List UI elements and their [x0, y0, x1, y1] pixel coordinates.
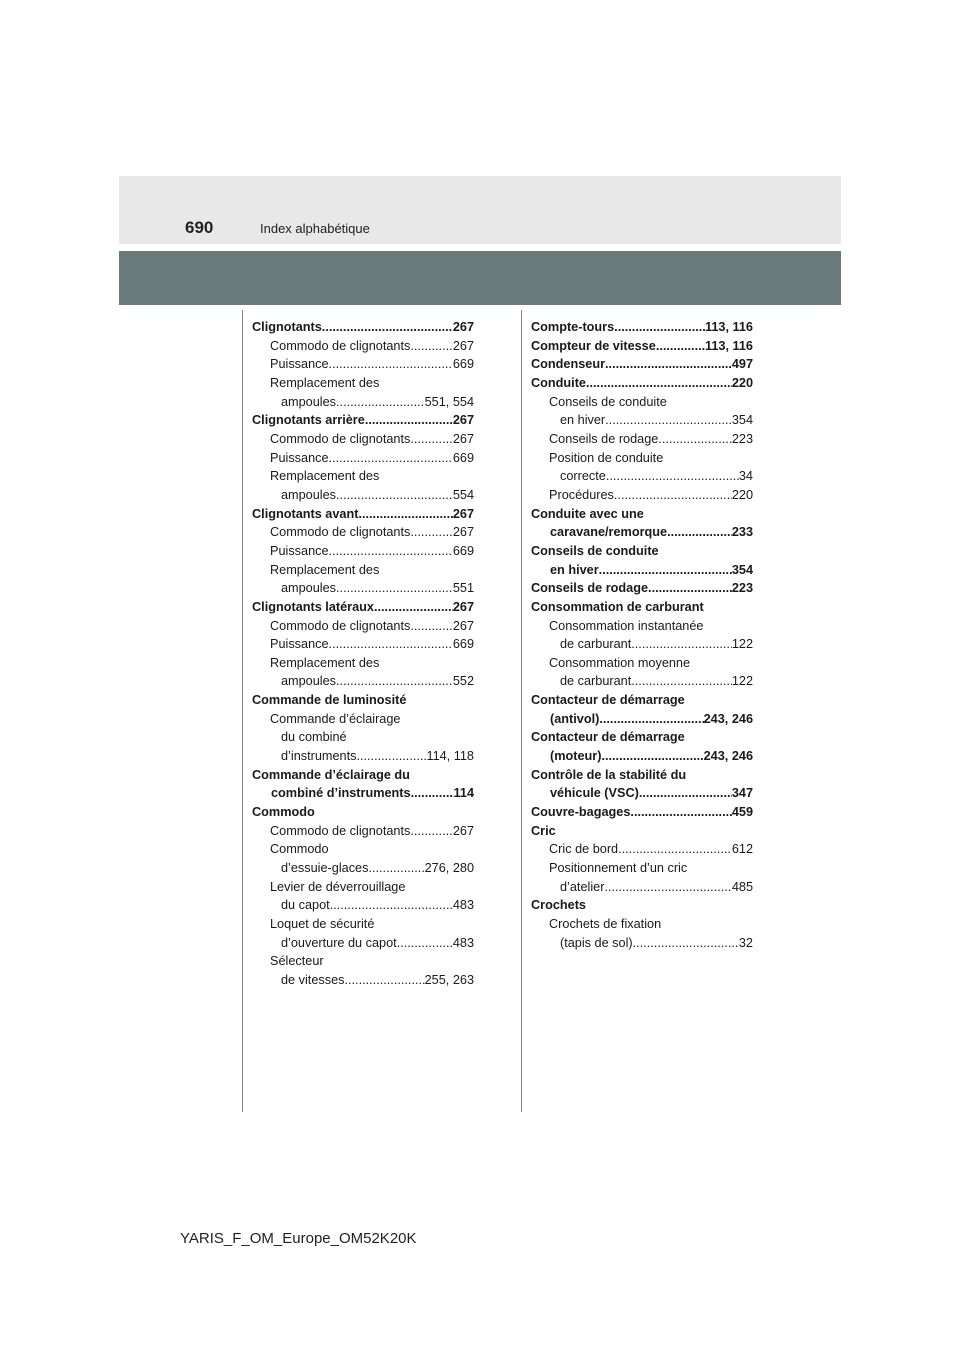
index-entry-term: Contacteur de démarrage [531, 693, 685, 708]
index-entry-page: 267 [452, 823, 474, 838]
index-entry [531, 598, 753, 617]
index-entry-term: Commodo de clignotants [270, 823, 411, 838]
index-entry-page: 114, 118 [426, 749, 474, 764]
dot-leader [397, 934, 453, 953]
index-entry-term: ampoules [281, 394, 337, 409]
index-entry-page: 267 [452, 599, 474, 614]
index-entry-page: 267 [452, 506, 474, 521]
index-entry-term: d’ouverture du capot [281, 935, 397, 950]
dot-leader [410, 617, 452, 636]
index-entry [252, 542, 474, 561]
index-column-left [252, 318, 474, 990]
index-entry-page: 220 [731, 375, 753, 390]
index-entry [252, 411, 474, 430]
index-entry [531, 915, 753, 934]
index-entry-term: ampoules [281, 581, 337, 596]
index-entry-term: Levier de déverrouillage [270, 879, 406, 894]
index-entry-page: 554 [452, 487, 474, 502]
index-entry [252, 337, 474, 356]
index-entry [252, 617, 474, 636]
index-entry-term: Couvre-bagages [531, 805, 631, 820]
index-entry-page: 243, 246 [703, 711, 753, 726]
index-entry [531, 691, 753, 710]
index-entry-term: Commodo de clignotants [270, 431, 411, 446]
index-entry-term: Conduite avec une [531, 506, 644, 521]
index-entry-term: Crochets de fixation [549, 917, 662, 931]
index-entry-term: en hiver [550, 562, 599, 577]
index-entry-page: 32 [738, 935, 753, 950]
index-entry [252, 393, 474, 412]
index-entry [531, 579, 753, 598]
index-entry-term: Consommation instantanée [549, 618, 704, 633]
dot-leader [356, 747, 426, 766]
dot-leader [605, 355, 732, 374]
index-entry-term: Conseils de conduite [531, 543, 659, 558]
index-entry [252, 449, 474, 468]
index-entry-page: 483 [452, 935, 474, 950]
index-entry-term: Remplacement des [270, 469, 380, 484]
index-entry-page: 485 [731, 879, 753, 894]
index-entry [252, 915, 474, 934]
index-entry-term: Commande d’éclairage du [252, 767, 410, 782]
index-entry-term: de carburant [560, 637, 632, 652]
index-entry-term: Consommation de carburant [531, 599, 704, 614]
index-entry [252, 561, 474, 580]
index-entry-term: Commodo de clignotants [270, 618, 411, 633]
index-entry-page: 267 [452, 618, 474, 633]
index-entry-term: Commodo [252, 805, 315, 820]
index-entry-page: 267 [452, 320, 474, 334]
index-entry-term: (tapis de sol) [560, 935, 633, 950]
index-entry [531, 374, 753, 393]
index-entry-term: Conseils de rodage [549, 431, 659, 446]
index-entry-page: 122 [731, 674, 753, 689]
dot-leader [329, 355, 453, 374]
index-entry-page: 255, 263 [424, 972, 474, 987]
index-entry [531, 318, 753, 337]
dot-leader [330, 896, 453, 915]
index-entry [252, 896, 474, 915]
index-entry [252, 766, 474, 785]
index-entry [252, 355, 474, 374]
index-entry [252, 523, 474, 542]
index-entry [531, 449, 753, 468]
index-entry-page: 552 [452, 674, 474, 689]
dot-leader [322, 318, 453, 337]
index-entry [252, 878, 474, 897]
dot-leader [586, 374, 732, 393]
index-entry [252, 784, 474, 803]
index-entry [531, 635, 753, 654]
index-entry [531, 393, 753, 412]
page-number: 690 [185, 218, 214, 237]
index-entry-page: 612 [731, 842, 753, 857]
index-entry [252, 934, 474, 953]
dot-leader [604, 878, 731, 897]
index-entry [252, 598, 474, 617]
index-entry-page: 354 [731, 562, 753, 577]
index-entry-term: Compte-tours [531, 320, 615, 334]
dot-leader [336, 579, 453, 598]
dot-leader [631, 672, 732, 691]
index-entry [531, 728, 753, 747]
index-entry [531, 561, 753, 580]
index-entry [531, 523, 753, 542]
dot-leader [631, 635, 732, 654]
index-entry-page: 34 [738, 469, 753, 484]
index-entry-term: Contacteur de démarrage [531, 730, 685, 745]
index-entry-page: 113, 116 [705, 338, 753, 353]
dot-leader [368, 859, 424, 878]
dot-leader [365, 411, 453, 430]
index-entry-term: Remplacement des [270, 562, 380, 577]
index-entry-term: Position de conduite [549, 450, 664, 465]
index-entry [252, 505, 474, 524]
dot-leader [618, 840, 732, 859]
index-entry [531, 896, 753, 915]
index-entry-page: 267 [452, 338, 474, 353]
index-entry-term: Cric [531, 823, 556, 838]
index-entry-term: (antivol) [550, 711, 600, 726]
index-entry [252, 747, 474, 766]
index-entry-term: Consommation moyenne [549, 655, 691, 670]
dot-leader [336, 672, 453, 691]
dot-leader [599, 561, 732, 580]
section-title: Index alphabétique [260, 221, 370, 236]
index-entry-term: Clignotants avant [252, 506, 359, 521]
index-entry [531, 654, 753, 673]
index-entry-page: 243, 246 [703, 749, 753, 764]
document-code: YARIS_F_OM_Europe_OM52K20K [180, 1230, 417, 1247]
dot-leader [648, 579, 732, 598]
index-entry-term: Clignotants latéraux [252, 599, 374, 614]
index-entry-term: caravane/remorque [550, 525, 668, 540]
dot-leader [599, 710, 703, 729]
index-entry-term: de vitesses [281, 972, 345, 987]
index-entry-term: Puissance [270, 637, 329, 652]
dot-leader [656, 337, 705, 356]
index-entry [252, 635, 474, 654]
dot-leader [329, 542, 453, 561]
dot-leader [639, 784, 732, 803]
index-entry-page: 267 [452, 431, 474, 446]
index-entry [252, 672, 474, 691]
index-entry-page: 122 [731, 637, 753, 652]
index-entry [252, 486, 474, 505]
index-entry [531, 542, 753, 561]
column-divider-right [521, 310, 522, 1112]
index-entry-term: correcte [560, 469, 606, 484]
index-entry [531, 747, 753, 766]
section-banner [119, 251, 841, 305]
dot-leader [410, 822, 452, 841]
dot-leader [344, 971, 424, 990]
index-entry [252, 430, 474, 449]
index-entry-term: Remplacement des [270, 655, 380, 670]
index-entry-page: 669 [452, 637, 474, 652]
index-entry-term: d’essuie-glaces [281, 861, 369, 876]
dot-leader [410, 430, 452, 449]
dot-leader [410, 337, 452, 356]
index-entry-page: 669 [452, 450, 474, 465]
index-entry [252, 374, 474, 393]
index-entry-page: 267 [452, 413, 474, 428]
index-entry [531, 766, 753, 785]
index-entry-term: Commande d’éclairage [270, 711, 401, 726]
index-entry-term: Remplacement des [270, 375, 380, 390]
index-entry-term: Puissance [270, 543, 329, 558]
index-entry-term: du capot [281, 898, 330, 913]
index-entry [531, 617, 753, 636]
index-entry-term: véhicule (VSC) [550, 786, 639, 801]
dot-leader [336, 486, 453, 505]
column-divider-left [242, 310, 243, 1112]
dot-leader [358, 505, 452, 524]
index-entry-term: Cric de bord [549, 842, 619, 857]
index-entry-term: ampoules [281, 674, 337, 689]
dot-leader [411, 784, 454, 803]
index-entry-page: 233 [731, 525, 753, 540]
dot-leader [614, 486, 732, 505]
index-entry [531, 784, 753, 803]
index-entry [252, 728, 474, 747]
index-entry-term: Commodo de clignotants [270, 525, 411, 540]
index-entry-term: ampoules [281, 487, 337, 502]
index-entry [531, 710, 753, 729]
dot-leader [410, 523, 452, 542]
index-entry-term: (moteur) [550, 749, 602, 764]
index-entry-term: combiné d’instruments [271, 786, 411, 801]
index-entry [252, 840, 474, 859]
dot-leader [630, 803, 731, 822]
index-entry [252, 654, 474, 673]
index-entry [531, 822, 753, 841]
index-entry [252, 579, 474, 598]
index-entry-page: 459 [731, 805, 753, 820]
index-entry [531, 840, 753, 859]
index-entry [252, 952, 474, 971]
index-entry-page: 551, 554 [424, 394, 474, 409]
index-entry-term: Procédures [549, 487, 614, 502]
index-entry [531, 467, 753, 486]
index-entry-page: 551 [452, 581, 474, 596]
index-entry-page: 114 [453, 786, 474, 801]
dot-leader [606, 467, 739, 486]
index-entry [252, 710, 474, 729]
index-entry-term: d’instruments [281, 749, 357, 764]
index-entry-page: 276, 280 [424, 861, 474, 876]
index-column-right [531, 318, 753, 952]
index-entry-page: 267 [452, 525, 474, 540]
index-entry-term: de carburant [560, 674, 632, 689]
index-entry-term: Commodo [270, 842, 329, 857]
index-entry [252, 803, 474, 822]
index-entry-page: 669 [452, 543, 474, 558]
index-entry [252, 822, 474, 841]
dot-leader [614, 318, 705, 337]
index-entry [531, 411, 753, 430]
index-entry-term: Compteur de vitesse [531, 338, 656, 353]
index-entry [252, 318, 474, 337]
index-entry-term: Crochets [531, 898, 586, 913]
index-entry-term: Conseils de conduite [549, 394, 667, 409]
index-entry [252, 467, 474, 486]
index-entry-term: Puissance [270, 357, 329, 372]
index-entry [531, 878, 753, 897]
index-entry-page: 113, 116 [705, 320, 753, 334]
index-entry-term: Puissance [270, 450, 329, 465]
index-entry-page: 483 [452, 898, 474, 913]
index-entry [531, 337, 753, 356]
index-entry [252, 971, 474, 990]
index-entry-term: Sélecteur [270, 954, 324, 969]
index-entry-term: Commodo de clignotants [270, 338, 411, 353]
index-entry-term: Commande de luminosité [252, 693, 407, 708]
index-entry-term: d’atelier [560, 879, 605, 894]
dot-leader [336, 393, 425, 412]
index-entry-term: Positionnement d’un cric [549, 861, 688, 876]
dot-leader [374, 598, 453, 617]
index-entry-term: Conseils de rodage [531, 581, 649, 596]
dot-leader [633, 934, 739, 953]
dot-leader [329, 635, 453, 654]
index-entry [531, 934, 753, 953]
index-entry-term: en hiver [560, 413, 606, 428]
index-entry [252, 691, 474, 710]
index-entry [531, 430, 753, 449]
index-entry [531, 505, 753, 524]
index-entry-term: du combiné [281, 730, 347, 745]
index-entry-page: 669 [452, 357, 474, 372]
index-entry-term: Loquet de sécurité [270, 917, 375, 931]
index-entry-page: 497 [731, 357, 753, 372]
dot-leader [658, 430, 732, 449]
dot-leader [605, 411, 732, 430]
index-entry-term: Conduite [531, 375, 586, 390]
index-entry [531, 355, 753, 374]
index-entry-page: 223 [731, 581, 753, 596]
index-entry-term: Clignotants [252, 320, 322, 334]
index-entry-term: Contrôle de la stabilité du [531, 767, 687, 782]
index-entry [252, 859, 474, 878]
index-entry-term: Clignotants arrière [252, 413, 365, 428]
index-entry-page: 347 [731, 786, 753, 801]
dot-leader [667, 523, 732, 542]
index-entry [531, 803, 753, 822]
index-entry [531, 486, 753, 505]
index-entry-page: 354 [731, 413, 753, 428]
index-entry [531, 859, 753, 878]
dot-leader [601, 747, 703, 766]
index-entry [531, 672, 753, 691]
header-band [119, 176, 841, 244]
index-entry-term: Condenseur [531, 357, 606, 372]
index-entry-page: 223 [731, 431, 753, 446]
dot-leader [329, 449, 453, 468]
index-entry-page: 220 [731, 487, 753, 502]
